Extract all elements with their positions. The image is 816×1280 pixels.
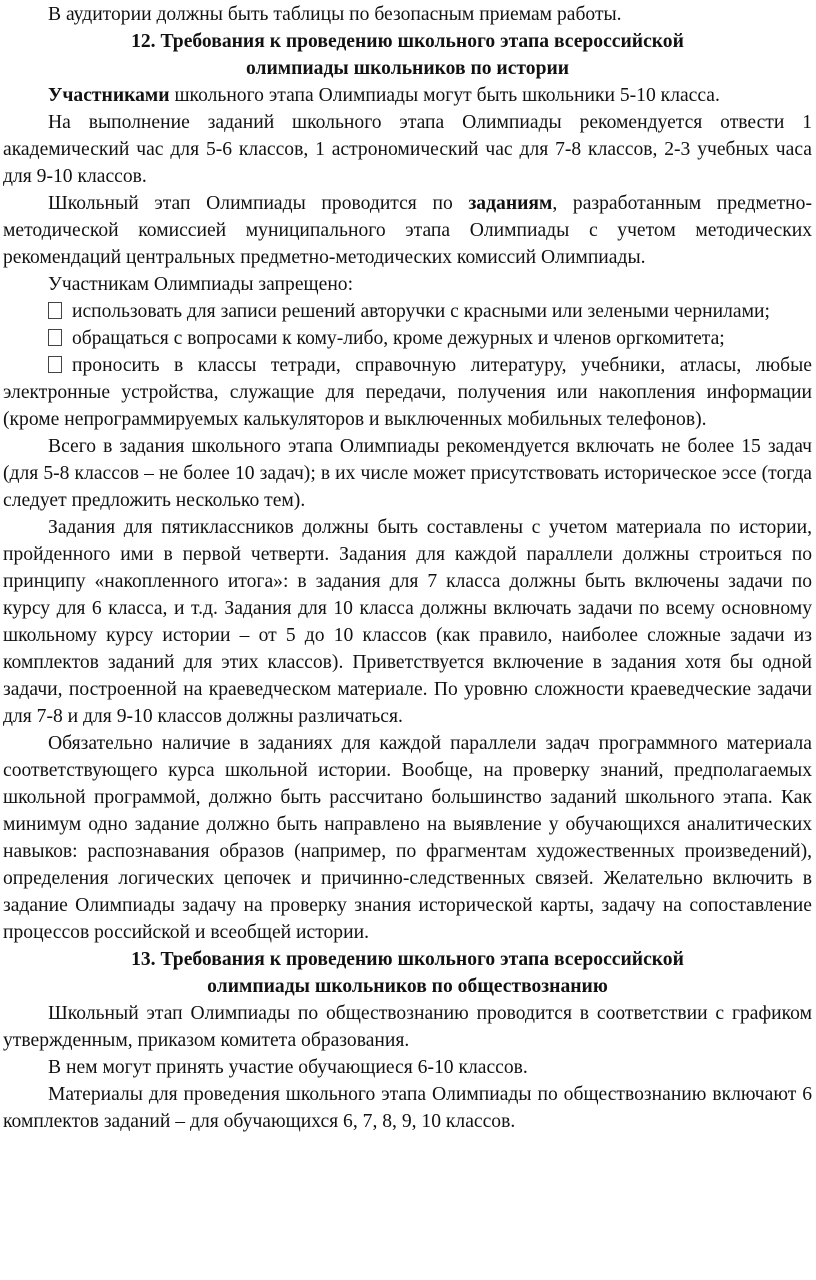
grades-paragraph: В нем могут принять участие обучающиеся 6-10 классов.: [48, 1057, 528, 1078]
duration-paragraph: На выполнение заданий школьного этапа Олимпиады рекомендуется отвести 1 академический час для 5-6 классов, 1 астрономический час для 7-8 классов, 2-3 учебных часа для 9-10 классов.: [3, 112, 812, 187]
section-13-heading-line2: олимпиады школьников по обществознанию: [207, 976, 608, 997]
bullet-box-icon: [48, 356, 62, 373]
section-12-heading: [3, 28, 812, 82]
intro-paragraph: В аудитории должны быть таблицы по безопасным приемам работы.: [48, 4, 622, 25]
tasks-paragraph: [3, 190, 812, 271]
bullet-text: обращаться с вопросами к кому-либо, кроме дежурных и членов оргкомитета;: [72, 328, 725, 349]
tasks-text-after: , разработанным предметно-методической комиссией муниципального этапа Олимпиады с учетом методических рекомендаций центральных предметно-методических комиссий Олимпиады.: [3, 193, 812, 268]
section-13-heading: [3, 946, 812, 1000]
participants-paragraph: [3, 82, 812, 109]
participants-text: школьного этапа Олимпиады могут быть школьники 5-10 класса.: [169, 85, 720, 106]
prohibited-intro: Участникам Олимпиады запрещено:: [48, 274, 354, 295]
bullet-item: [3, 325, 812, 352]
fifth-grade-paragraph: Задания для пятиклассников должны быть составлены с учетом материала по истории, пройденного ими в первой четверти. Задания для каждой параллели должны строиться по принципу «накопленного итога»: в задания для 7 класса должны быть включены задачи по курсу для 6 класса, и т.д. Задания для 10 класса должны включать задачи по всему основному школьному курсу истории – от 5 до 10 классов (как правило, наиболее сложные задачи из комплектов заданий для этих классов). Приветствуется включение в задания хотя бы одной задачи, построенной на краеведческом материале. По уровню сложности краеведческие задачи для 7-8 и для 9-10 классов должны различаться.: [3, 517, 812, 727]
section-12-heading-line2: олимпиады школьников по истории: [245, 58, 570, 79]
bullet-text: использовать для записи решений авторучки с красными или зелеными чернилами;: [72, 301, 770, 322]
section-13-heading-line1: 13. Требования к проведению школьного этапа всероссийской: [131, 949, 684, 970]
participants-bold: Участниками: [48, 85, 170, 106]
bullet-box-icon: [48, 302, 62, 319]
bullet-item: [3, 352, 812, 433]
bullet-box-icon: [48, 329, 62, 346]
mandatory-content-paragraph: Обязательно наличие в заданиях для каждой параллели задач программного материала соответствующего курса школьной истории. Вообще, на проверку знаний, предполагаемых школьной программой, должно быть рассчитано большинство заданий школьного этапа. Как минимум одно задание должно быть направлено на выявление у обучающихся аналитических навыков: распознавания образов (например, по фрагментам художественных произведений), определения логических цепочек и причинно-следственных связей. Желательно включить в задание Олимпиады задачу на проверку знания исторической карты, задачу на сопоставление процессов российской и всеобщей истории.: [3, 733, 812, 943]
section-12-heading-line1: 12. Требования к проведению школьного этапа всероссийской: [131, 31, 684, 52]
task-count-paragraph: Всего в задания школьного этапа Олимпиады рекомендуется включать не более 15 задач (для 5-8 классов – не более 10 задач); в их числе может присутствовать историческое эссе (тогда следует предложить несколько тем).: [3, 436, 812, 511]
schedule-paragraph: Школьный этап Олимпиады по обществознанию проводится в соответствии с графиком утвержденным, приказом комитета образования.: [3, 1003, 812, 1051]
materials-paragraph: Материалы для проведения школьного этапа Олимпиады по обществознанию включают 6 комплектов заданий – для обучающихся 6, 7, 8, 9, 10 классов.: [3, 1084, 812, 1132]
bullet-text: проносить в классы тетради, справочную литературу, учебники, атласы, любые электронные устройства, служащие для передачи, получения или накопления информации (кроме непрограммируемых калькуляторов и выключенных мобильных телефонов).: [3, 355, 812, 430]
tasks-bold: заданиям: [468, 193, 553, 214]
tasks-text-before: Школьный этап Олимпиады проводится по: [48, 193, 469, 214]
bullet-item: [3, 298, 812, 325]
